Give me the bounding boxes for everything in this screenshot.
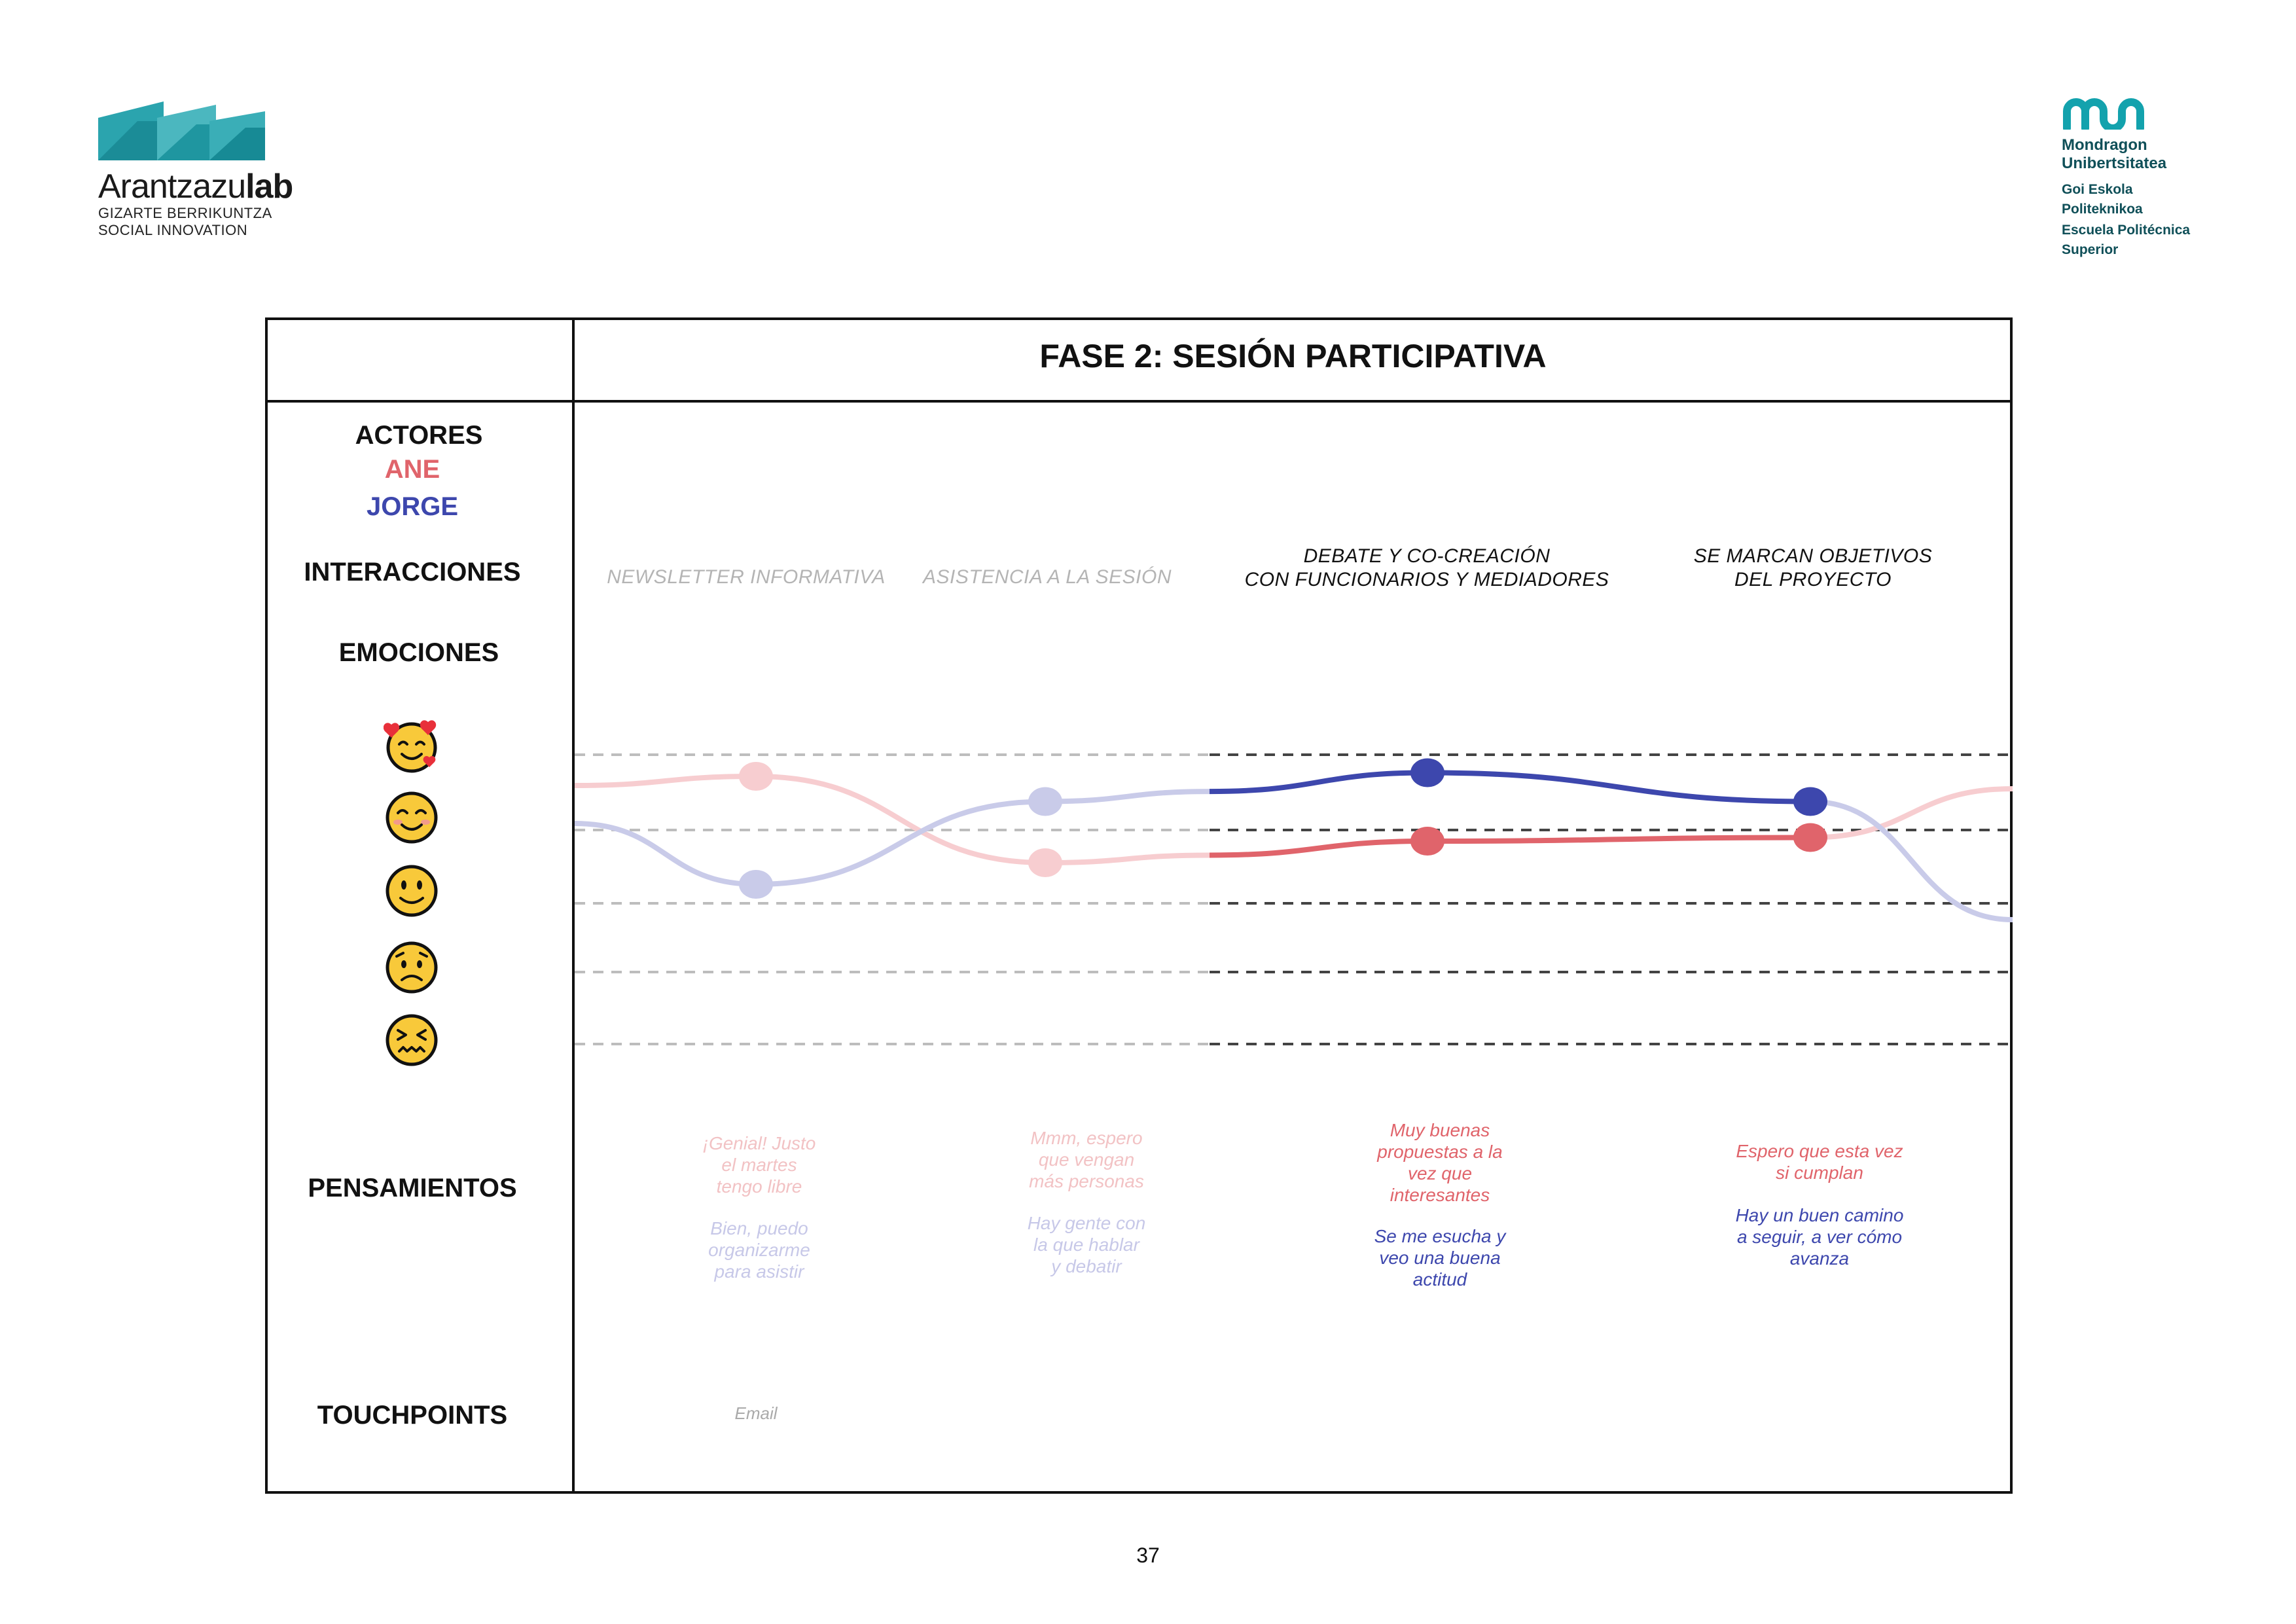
logo-subtitle-eu: GIZARTE BERRIKUNTZA <box>98 205 272 221</box>
label-interacciones: INTERACCIONES <box>304 558 521 586</box>
arantzazulab-wordmark: Arantzazulab <box>98 168 293 206</box>
mondragon-school-1: Goi Eskola <box>2062 182 2133 197</box>
curve-tail-jorge <box>1810 802 2013 920</box>
thought-ane-1: ¡Genial! Justo el martes tengo libre <box>702 1133 816 1197</box>
label-jorge: JORGE <box>366 492 459 521</box>
mondragon-logo <box>2062 97 2278 267</box>
mondragon-school-3: Escuela Politécnica <box>2062 223 2191 238</box>
arantzazulab-logo-icon <box>98 101 268 160</box>
touchpoint-email: Email <box>734 1403 778 1423</box>
point-jorge-2 <box>1028 787 1062 816</box>
interaction-newsletter: NEWSLETTER INFORMATIVA <box>607 566 886 588</box>
mondragon-school-2: Politeknikoa <box>2062 202 2143 217</box>
phase-title: FASE 2: SESIÓN PARTICIPATIVA <box>1039 338 1547 374</box>
thought-ane-2: Mmm, espero que vengan más personas <box>1029 1128 1144 1191</box>
label-touchpoints: TOUCHPOINTS <box>317 1401 508 1430</box>
logo-subtitle-en: SOCIAL INNOVATION <box>98 222 248 238</box>
thought-jorge-2: Hay gente con la que hablar y debatir <box>1027 1213 1146 1276</box>
mondragon-name-1: Mondragon <box>2062 136 2147 154</box>
interaction-debate: DEBATE Y CO-CREACIÓN CON FUNCIONARIOS Y MEDIADORES <box>1244 545 1609 590</box>
point-ane-1 <box>739 762 773 791</box>
mondragon-name-2: Unibertsitatea <box>2062 154 2167 172</box>
interaction-asistencia: ASISTENCIA A LA SESIÓN <box>923 566 1172 588</box>
label-pensamientos: PENSAMIENTOS <box>308 1174 517 1202</box>
thought-ane-4: Espero que esta vez si cumplan <box>1736 1141 1903 1183</box>
emotion-curve-chart <box>575 707 2013 1047</box>
label-actores: ACTORES <box>355 421 483 450</box>
smiling-face-with-hearts-icon <box>384 718 440 774</box>
table-divider-horizontal <box>265 400 2013 403</box>
point-ane-4 <box>1793 823 1827 852</box>
label-ane: ANE <box>384 455 440 484</box>
point-jorge-1 <box>739 870 773 899</box>
thought-jorge-3: Se me esucha y veo una buena actitud <box>1374 1226 1506 1290</box>
curve-ane <box>1210 838 1810 856</box>
emotion-points <box>739 759 1827 899</box>
arantzazulab-logo <box>98 101 334 252</box>
point-ane-3 <box>1410 827 1444 856</box>
thought-jorge-1: Bien, puedo organizarme para asistir <box>708 1218 810 1282</box>
page-number: 37 <box>1136 1543 1160 1567</box>
mondragon-logo-icon <box>2062 97 2147 130</box>
curve-jorge <box>1210 773 1810 802</box>
label-emociones: EMOCIONES <box>338 638 499 667</box>
confounded-face-icon <box>384 1012 440 1068</box>
smiling-face-icon <box>384 789 440 846</box>
thought-jorge-4: Hay un buen camino a seguir, a ver cómo avanza <box>1735 1205 1904 1269</box>
point-ane-2 <box>1028 848 1062 877</box>
point-jorge-4 <box>1793 787 1827 816</box>
thought-ane-3: Muy buenas propuestas a la vez que interesantes <box>1377 1120 1503 1205</box>
slightly-smiling-face-icon <box>384 863 440 919</box>
curve-faded-jorge <box>575 791 1210 884</box>
mondragon-school-4: Superior <box>2062 242 2119 257</box>
point-jorge-3 <box>1410 759 1444 787</box>
worried-face-icon <box>384 939 440 996</box>
interaction-objetivos: SE MARCAN OBJETIVOS DEL PROYECTO <box>1693 545 1933 590</box>
